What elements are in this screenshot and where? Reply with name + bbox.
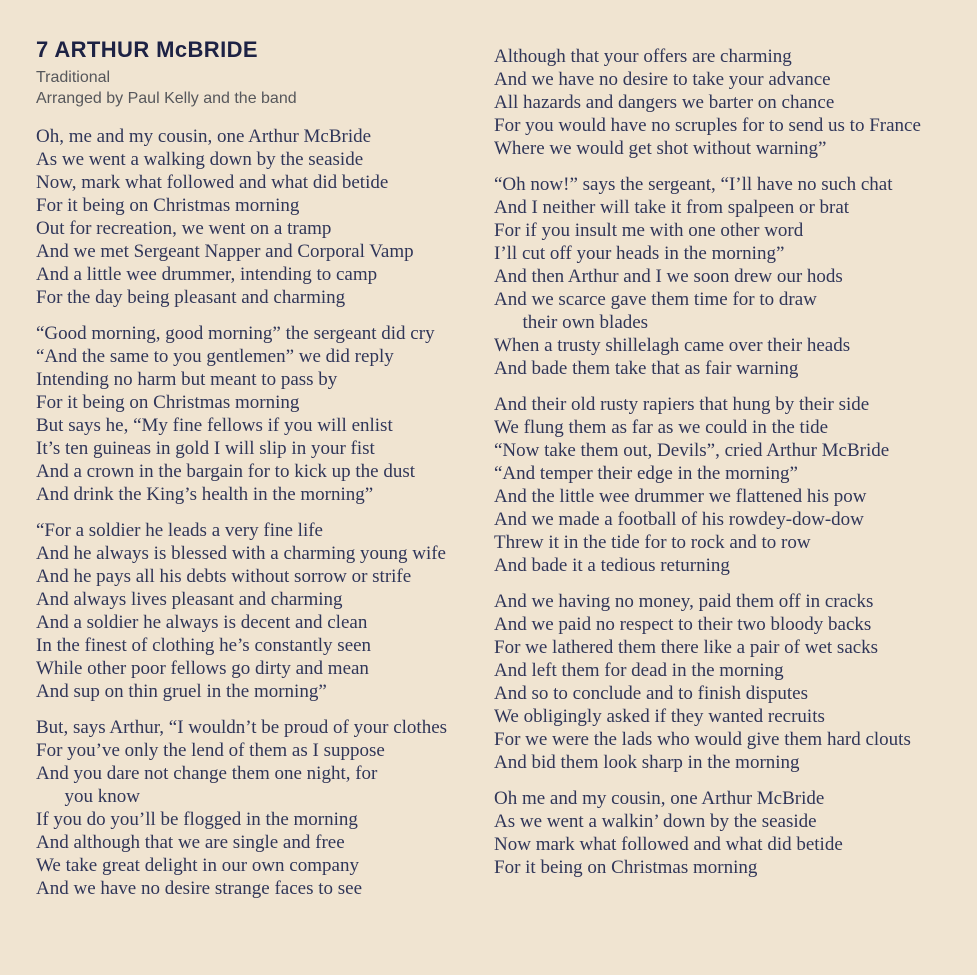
- lyric-line: We obligingly asked if they wanted recruits: [494, 706, 825, 727]
- lyric-line: And although that we are single and free: [36, 832, 345, 853]
- left-column: [36, 38, 474, 975]
- lyric-line: In the finest of clothing he’s constantly seen: [36, 635, 372, 656]
- lyric-line: We flung them as far as we could in the tide: [494, 417, 829, 438]
- lyric-line: For it being on Christmas morning: [494, 857, 758, 878]
- right-column: [494, 45, 974, 975]
- lyric-line: And a soldier he always is decent and clean: [36, 612, 368, 633]
- lyric-line: And we paid no respect to their two bloody backs: [494, 614, 872, 635]
- lyric-line: And bid them look sharp in the morning: [494, 752, 800, 773]
- lyric-line: For it being on Christmas morning: [36, 392, 300, 413]
- lyric-line: “And temper their edge in the morning”: [494, 463, 798, 484]
- lyric-line: When a trusty shillelagh came over their heads: [494, 335, 851, 356]
- lyric-line: And we having no money, paid them off in cracks: [494, 591, 874, 612]
- lyric-line: Now, mark what followed and what did betide: [36, 172, 389, 193]
- lyric-line: And sup on thin gruel in the morning”: [36, 681, 327, 702]
- lyric-line: And we have no desire strange faces to see: [36, 878, 363, 899]
- lyric-line: their own blades: [494, 312, 649, 333]
- lyrics-column-right: [494, 45, 974, 879]
- lyric-line: And he always is blessed with a charming young wife: [36, 543, 446, 564]
- lyric-line: For the day being pleasant and charming: [36, 287, 346, 308]
- lyric-line: But, says Arthur, “I wouldn’t be proud of your clothes: [36, 717, 448, 738]
- lyric-line: Oh, me and my cousin, one Arthur McBride: [36, 126, 372, 147]
- lyric-line: And always lives pleasant and charming: [36, 589, 343, 610]
- lyrics-column-left: [36, 125, 474, 900]
- lyric-line: For it being on Christmas morning: [36, 195, 300, 216]
- lyric-line: And the little wee drummer we flattened his pow: [494, 486, 867, 507]
- lyric-line: And we have no desire to take your advance: [494, 69, 831, 90]
- lyric-line: Where we would get shot without warning”: [494, 138, 827, 159]
- stanza: [36, 716, 474, 900]
- song-title-text: ARTHUR McBRIDE: [54, 37, 258, 62]
- lyric-line: And a little wee drummer, intending to camp: [36, 264, 378, 285]
- track-number: 7: [36, 37, 49, 62]
- lyric-line: Although that your offers are charming: [494, 46, 792, 67]
- lyric-line: And then Arthur and I we soon drew our hods: [494, 266, 843, 287]
- credit-traditional: Traditional: [36, 69, 111, 86]
- lyric-line: While other poor fellows go dirty and mean: [36, 658, 369, 679]
- lyric-line: For you would have no scruples for to send us to France: [494, 115, 921, 136]
- lyric-line: And he pays all his debts without sorrow or strife: [36, 566, 412, 587]
- stanza: [494, 173, 974, 380]
- lyric-line: “Oh now!” says the sergeant, “I’ll have no such chat: [494, 174, 893, 195]
- stanza: [36, 322, 474, 506]
- lyric-line: As we went a walkin’ down by the seaside: [494, 811, 817, 832]
- lyric-line: For you’ve only the lend of them as I suppose: [36, 740, 385, 761]
- lyric-line: All hazards and dangers we barter on chance: [494, 92, 835, 113]
- lyric-line: For we lathered them there like a pair of wet sacks: [494, 637, 879, 658]
- lyric-line: We take great delight in our own company: [36, 855, 359, 876]
- lyric-line: And a crown in the bargain for to kick up the dust: [36, 461, 416, 482]
- stanza: [36, 125, 474, 309]
- lyric-line: It’s ten guineas in gold I will slip in your fist: [36, 438, 375, 459]
- lyric-line: Now mark what followed and what did betide: [494, 834, 843, 855]
- lyric-line: And we scarce gave them time for to draw: [494, 289, 817, 310]
- lyric-line: I’ll cut off your heads in the morning”: [494, 243, 785, 264]
- lyric-line: you know: [36, 786, 140, 807]
- lyric-line: And I neither will take it from spalpeen or brat: [494, 197, 850, 218]
- song-credits: [36, 67, 474, 109]
- lyric-line: For if you insult me with one other word: [494, 220, 804, 241]
- stanza: [494, 45, 974, 160]
- lyric-line: And drink the King’s health in the morning”: [36, 484, 374, 505]
- lyric-line: And bade them take that as fair warning: [494, 358, 799, 379]
- lyric-line: “Now take them out, Devils”, cried Arthur McBride: [494, 440, 890, 461]
- lyric-line: And left them for dead in the morning: [494, 660, 784, 681]
- stanza: [494, 393, 974, 577]
- lyric-line: Threw it in the tide for to rock and to row: [494, 532, 811, 553]
- lyric-line: “Good morning, good morning” the sergeant did cry: [36, 323, 435, 344]
- lyric-line: And their old rusty rapiers that hung by their side: [494, 394, 870, 415]
- lyric-line: Oh me and my cousin, one Arthur McBride: [494, 788, 825, 809]
- song-header: [36, 38, 474, 109]
- lyric-line: If you do you’ll be flogged in the morning: [36, 809, 358, 830]
- lyric-line: Intending no harm but meant to pass by: [36, 369, 338, 390]
- lyric-line: For we were the lads who would give them hard clouts: [494, 729, 911, 750]
- lyric-line: And you dare not change them one night, for: [36, 763, 378, 784]
- song-title: [36, 38, 474, 62]
- stanza: [494, 787, 974, 879]
- credit-arranger: Arranged by Paul Kelly and the band: [36, 90, 297, 107]
- lyric-line: Out for recreation, we went on a tramp: [36, 218, 332, 239]
- lyric-line: “For a soldier he leads a very fine life: [36, 520, 323, 541]
- lyric-line: And bade it a tedious returning: [494, 555, 730, 576]
- lyric-line: As we went a walking down by the seaside: [36, 149, 364, 170]
- stanza: [36, 519, 474, 703]
- lyric-line: “And the same to you gentlemen” we did reply: [36, 346, 394, 367]
- lyric-line: And we made a football of his rowdey-dow-dow: [494, 509, 864, 530]
- lyric-line: And so to conclude and to finish disputes: [494, 683, 808, 704]
- lyric-line: And we met Sergeant Napper and Corporal Vamp: [36, 241, 414, 262]
- lyric-line: But says he, “My fine fellows if you will enlist: [36, 415, 393, 436]
- stanza: [494, 590, 974, 774]
